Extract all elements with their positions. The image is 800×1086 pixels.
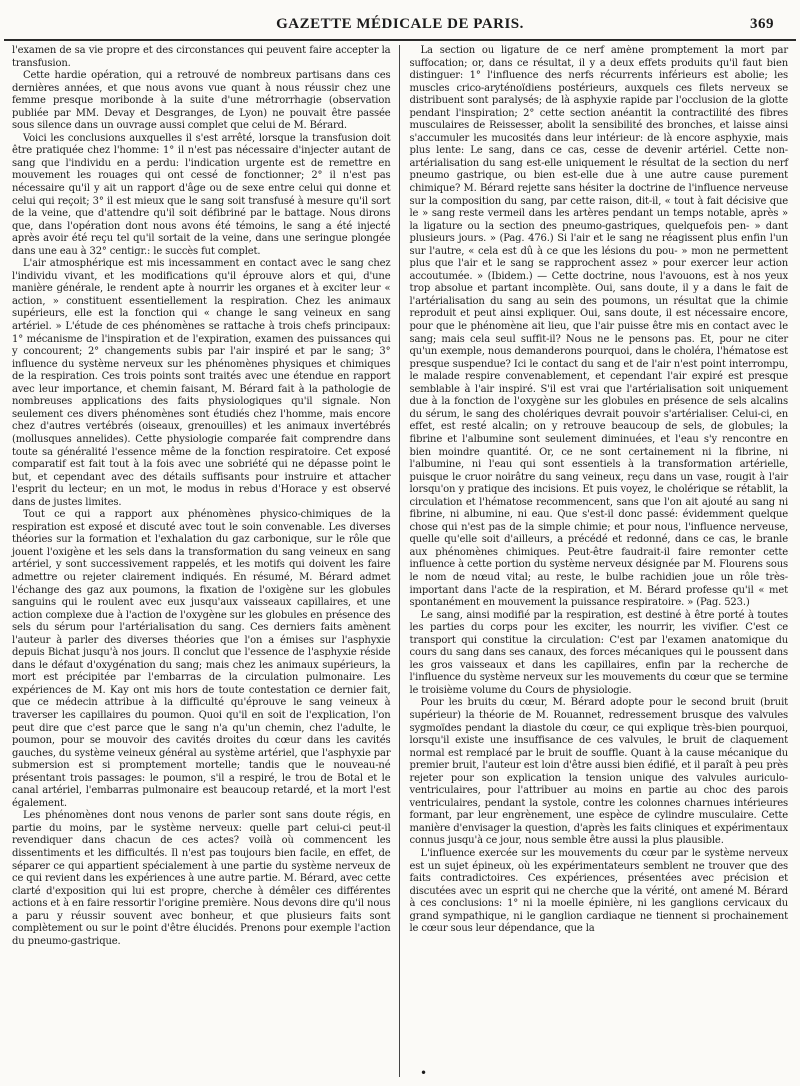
two-column-body	[4, 45, 796, 1077]
header-rule	[4, 39, 796, 41]
paragraph: L'air atmosphérique est mis incessamment en contact avec le sang chez l'individu vivant, et les modifications qu'il éprouve alors et qui, d'une manière générale, le rendent apte à nourrir les organes et à exciter leur « action, » constituent essentiellement la respiration. Chez les animaux supérieurs, elle est la fonction qui « change le sang veineux en sang artériel. » L'étude de ces phénomènes se rattache à trois chefs principaux: 1° mécanisme de l'inspiration et de l'expiration, examen des puissances qui y concourent; 2° changements subis par l'air inspiré et par le sang; 3° influence du système nerveux sur les phénomènes physiques et chimiques de la respiration. Ces trois points sont traités avec une étendue en rapport avec leur importance, et chemin faisant, M. Bérard fait à la pathologie de nombreuses applications des faits physiologiques qu'il signale. Non seulement ces divers phénomènes sont étudiés chez l'homme, mais encore chez d'autres vertébrés (oiseaux, grenouilles) et les animaux invertébrés (mollusques annelides). Cette physiologie comparée fait comprendre dans toute sa généralité l'essence même de la fonction respiratoire. Cet exposé comparatif est fait tout à la fois avec une sobriété qui ne dépasse point le but, et cependant avec des détails suffisants pour instruire et attacher l'esprit du lecteur; en un mot, le modus in rebus d'Horace y est observé dans de justes limites.	[12, 258, 391, 508]
paragraph: Les phénomènes dont nous venons de parler sont sans doute régis, en partie du moins, par le système nerveux: quelle part celui-ci peut-il revendiquer dans chacun de ces actes? voilà où commencent les dissentiments et les difficultés. Il n'est pas toujours bien facile, en effet, de séparer ce qui appartient spécialement à une partie du système nerveux de ce qui revient dans les expériences à une autre partie. M. Bérard, avec cette clarté d'exposition qui lui est propre, cherche à démêler ces différentes actions et à en faire ressortir l'origine première. Nous devons dire qu'il nous a paru y réussir souvent avec bonheur, et que plusieurs faits sont complètement ou sur le point d'être élucidés. Prenons pour exemple l'action du pneumo-gastrique.	[12, 810, 391, 947]
paragraph: La section ou ligature de ce nerf amène promptement la mort par suffocation; or, dans ce résultat, il y a deux effets produits qu'il faut bien distinguer: 1° l'influence des nerfs récurrents inférieurs est abolie; les muscles crico-aryténoïdiens postérieurs, auxquels ces filets nerveux se distribuent sont paralysés; de là asphyxie rapide par l'occlusion de la glotte pendant l'inspiration; 2° cette section anéantit la contractilité des fibres musculaires de Reissesser, abolit la sensibilité des bronches, et laisse ainsi s'accumuler les mucosités dans leur intérieur: de là encore asphyxie, mais plus lente: Le sang, dans ce cas, cesse de devenir artériel. Cette non-artérialisation du sang est-elle uniquement le résultat de la section du nerf pneumo gastrique, ou bien est-elle due à une autre cause purement chimique? M. Bérard rejette sans hésiter la doctrine de l'influence nerveuse sur la composition du sang, par cette raison, dit-il, « tout à fait décisive que le » sang reste vermeil dans les artères pendant un temps notable, après » la ligature ou la section des pneumo-gastriques, quelquefois pen- » dant plusieurs jours. » (Pag. 476.) Si l'air et le sang ne réagissent plus enfin l'un sur l'autre, « cela est dû à ce que les lésions du pou- » mon ne permettent plus que l'air et le sang se rapprochent assez » pour exercer leur action accoutumée. » (Ibidem.) — Cette doctrine, nous l'avouons, est à nos yeux trop absolue et partant incomplète. Oui, sans doute, il y a dans le fait de l'artérialisation du sang au sein des poumons, un résultat que la chimie reproduit et peut ainsi expliquer. Oui, sans doute, il est nécessaire encore, pour que le phénomène ait lieu, que l'air puisse être mis en contact avec le sang; mais cela seul suffit-il? Nous ne le pensons pas. Et, pour ne citer qu'un exemple, nous demanderons pourquoi, dans le choléra, l'hématose est presque suspendue? Ici le contact du sang et de l'air n'est point interrompu, le malade respire convenablement, et cependant l'air expiré est presque semblable à l'air inspiré. S'il est vrai que l'artérialisation soit uniquement due à la fonction de l'oxygène sur les globules en présence de sels alcalins du sérum, le sang des cholériques devrait pouvoir s'artérialiser. Celui-ci, en effet, est resté alcalin; on y retrouve beaucoup de sels, de globules; la fibrine et l'albumine sont seulement diminuées, et l'eau s'y rencontre en bien moindre quantité. Or, ce ne sont certainement ni la fibrine, ni l'albumine, ni l'eau qui sont essentiels à la transformation artérielle, puisque le cruor noirâtre du sang veineux, reçu dans un vase, rougit à l'air lorsqu'on y pratique des incisions. Et puis voyez, le cholérique se rétablit, la circulation et l'hématose recommencent, sans que l'on ait ajouté au sang ni fibrine, ni albumine, ni eau. Que s'est-il donc passé: évidemment quelque chose qui n'est pas de la simple chimie; et pour nous, l'influence nerveuse, quelle qu'elle soit d'ailleurs, a précédé et redonné, dans ce cas, le branle aux phénomènes chimiques. Peut-être faudrait-il faire remonter cette influence à cette portion du système nerveux désignée par M. Flourens sous le nom de nœud vital; au reste, le bulbe rachidien joue un rôle très-important dans l'acte de la respiration, et M. Bérard professe qu'il « met spontanément en mouvement la puissance respiratoire. » (Pag. 523.)	[409, 45, 788, 609]
paragraph: Cette hardie opération, qui a retrouvé de nombreux partisans dans ces dernières années, et que nous avons vue quant à nous réussir chez une femme presque moribonde à la suite d'une métrorrhagie (observation publiée par MM. Devay et Desgranges, de Lyon) ne pouvait être passée sous silence dans un ouvrage aussi complet que celui de M. Bérard.	[12, 70, 391, 132]
right-column	[399, 45, 797, 1077]
paragraph: Voici les conclusions auxquelles il s'est arrêté, lorsque la transfusion doit être pratiquée chez l'homme: 1° il n'est pas nécessaire d'injecter autant de sang que l'individu en a perdu: l'indication urgente est de remettre en mouvement les rouages qui ont cessé de fonctionner; 2° il n'est pas nécessaire qu'il y ait un rapport d'âge ou de sexe entre celui qui donne et celui qui reçoit; 3° il est mieux que le sang soit transfusé à mesure qu'il sort de la veine, que d'attendre qu'il soit défibriné par le battage. Nous dirons que, dans l'opération dont nous avons été témoins, le sang a été injecté après avoir été reçu tel qu'il sortait de la veine, dans une seringue plongée dans une eau à 32° centigr.: le succès fut complet.	[12, 132, 391, 257]
paragraph: L'influence exercée sur les mouvements du cœur par le système nerveux est un sujet épineux, où les expérimentateurs semblent ne trouver que des faits contradictoires. Ces expériences, présentées avec précision et discutées avec un esprit qui ne cherche que la vérité, ont amené M. Bérard à ces conclusions: 1° ni la moelle épinière, ni les ganglions cervicaux du grand sympathique, ni le ganglion cardiaque ne tiennent si prochainement le cœur sous leur dépendance, que la	[409, 848, 788, 935]
paragraph: Pour les bruits du cœur, M. Bérard adopte pour le second bruit (bruit supérieur) la théorie de M. Rouannet, redressement brusque des valvules sygmoïdes pendant la diastole du cœur, ce qui explique très-bien pourquoi, lorsqu'il existe une insuffisance de ces valvules, le bruit de claquement normal est remplacé par le bruit de souffle. Quant à la cause mécanique du premier bruit, l'auteur est loin d'être aussi bien édifié, et il paraît à peu près rejeter pour son explication la tension unique des valvules auriculo-ventriculaires, pour l'attribuer au moins en partie au choc des parois ventriculaires, pendant la systole, contre les colonnes charnues intérieures formant, par leur engrènement, une espèce de cylindre musculaire. Cette manière d'envisager la question, d'après les faits cliniques et expérimentaux connus jusqu'à ce jour, nous semble être aussi la plus plausible.	[409, 697, 788, 847]
page-header	[4, 16, 796, 38]
paragraph: Tout ce qui a rapport aux phénomènes physico-chimiques de la respiration est exposé et discuté avec tout le soin convenable. Les diverses théories sur la formation et l'exhalation du gaz carbonique, sur le rôle que jouent l'oxigène et les sels dans la transformation du sang veineux en sang artériel, y sont successivement rappelés, et les motifs qui doivent les faire admettre ou rejeter clairement indiqués. En résumé, M. Bérard admet l'échange des gaz aux poumons, la fixation de l'oxigène sur les globules sanguins qui le roulent avec eux jusqu'aux vaisseaux capillaires, et une action complexe due à l'action de l'oxygène sur les globules en présence des sels du sérum pour l'artérialisation du sang. Ces derniers faits amènent l'auteur à parler des diverses théories que l'on a émises sur l'asphyxie depuis Bichat jusqu'à nos jours. Il conclut que l'essence de l'asphyxie réside dans le défaut d'oxygénation du sang; mais chez les animaux supérieurs, la mort est précipitée par l'embarras de la circulation pulmonaire. Les expériences de M. Kay ont mis hors de toute contestation ce dernier fait, que ce médecin attribue à la difficulté qu'éprouve le sang veineux à traverser les capillaires du poumon. Quoi qu'il en soit de l'explication, l'on peut dire que c'est parce que le sang n'a qu'un chemin, chez l'adulte, le poumon, pour se mouvoir des cavités droites du cœur dans les cavités gauches, du système veineux général au système artériel, que l'asphyxie par submersion est si promptement mortelle; tandis que le nouveau-né présentant trois passages: le poumon, s'il a respiré, le trou de Botal et le canal artériel, l'embarras pulmonaire est beaucoup retardé, et la mort l'est également.	[12, 509, 391, 809]
paragraph: l'examen de sa vie propre et des circonstances qui peuvent faire accepter la transfusion.	[12, 45, 391, 69]
paragraph: Le sang, ainsi modifié par la respiration, est destiné à être porté à toutes les parties du corps pour les exciter, les nourrir, les vivifier. C'est ce transport qui constitue la circulation: C'est par l'examen anatomique du cours du sang dans ses canaux, des forces mécaniques qui le poussent dans les gros vaisseaux et dans les capillaires, enfin par la recherche de l'influence du système nerveux sur les mouvements du cœur que se termine le troisième volume du Cours de physiologie.	[409, 609, 788, 696]
page-number: 369	[750, 16, 774, 32]
journal-title: GAZETTE MÉDICALE DE PARIS.	[276, 16, 524, 32]
footer-mark: •	[420, 1066, 428, 1080]
left-column	[4, 45, 399, 1077]
